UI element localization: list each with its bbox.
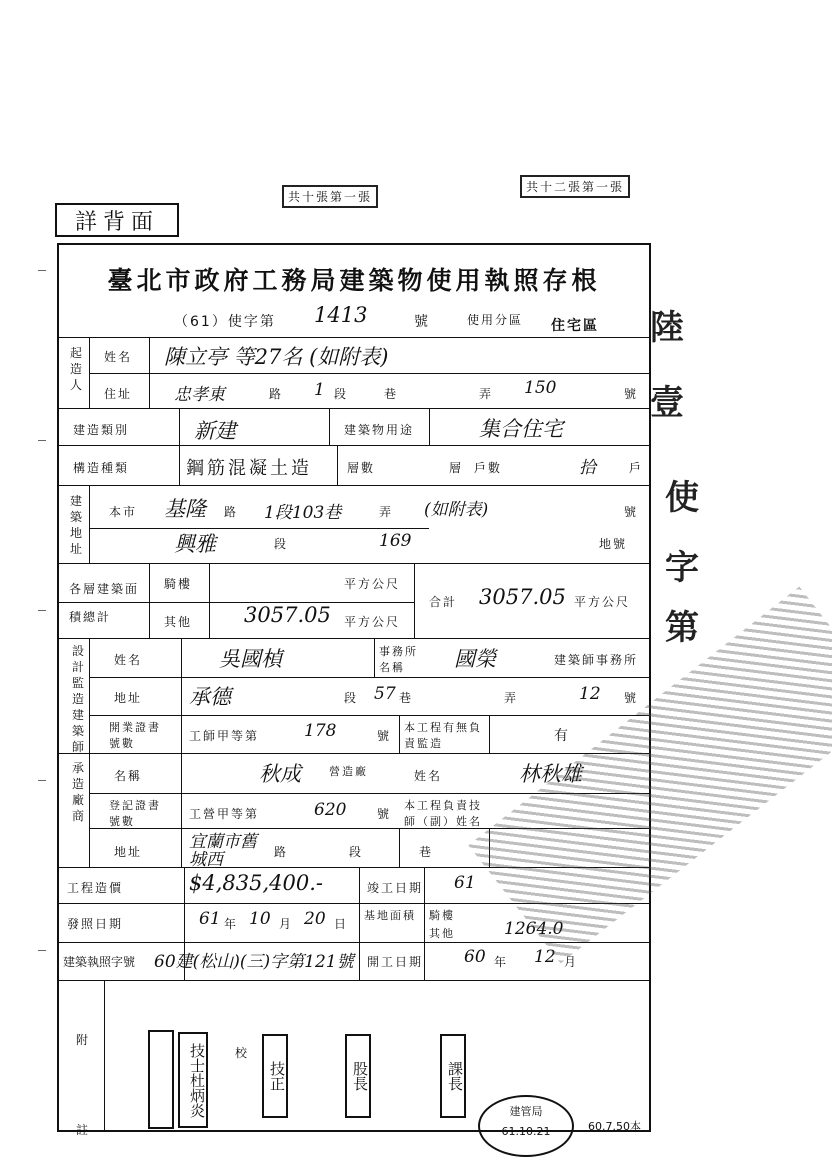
approval-seal-engineer: 技正 <box>262 1034 288 1118</box>
contractor-address-lane: 巷 <box>419 845 434 859</box>
start-date-label: 開工日期 <box>367 955 424 969</box>
permit-label: 建築執照字號 <box>63 955 136 969</box>
applicant-address-street: 忠孝東 <box>174 385 225 405</box>
location-note: (如附表) <box>424 500 489 520</box>
applicant-address-duan: 段 <box>334 387 349 401</box>
form-title: 臺北市政府工務局建築物使用執照存根 <box>107 266 601 295</box>
office-suffix: 建築師事務所 <box>554 653 639 667</box>
applicant-name-label: 姓名 <box>104 350 133 364</box>
architect-license-prefix: 工師甲等第 <box>189 729 260 743</box>
other-area-value: 3057.05 <box>244 603 331 627</box>
base-arcade-label: 騎樓 <box>429 909 455 922</box>
side-char: 陸 <box>650 308 684 348</box>
floors-unit: 層 <box>449 461 464 475</box>
license-form <box>57 243 651 1137</box>
print-run-note: 60.7.50本 <box>588 1120 641 1133</box>
supervise-label: 本工程有無負責監造 <box>404 721 482 750</box>
side-char: 使 <box>665 478 699 518</box>
contractor-address-value: 宜蘭市舊城西 <box>189 832 257 870</box>
contractor-address-duan: 段 <box>349 845 364 859</box>
page-count-stamp-center: 共十張第一張 <box>282 185 378 208</box>
architect-address-label: 地址 <box>114 691 143 705</box>
architect-address-hao: 號 <box>624 691 639 705</box>
applicant-address-alley: 弄 <box>479 387 494 401</box>
architect-group-label: 設計監造建築師 <box>71 644 84 754</box>
side-char: 字 <box>665 548 699 588</box>
contractor-group-label: 承造廠商 <box>71 761 84 823</box>
completion-label: 竣工日期 <box>367 881 424 895</box>
location-group-label: 建築地址 <box>69 494 82 556</box>
issue-month: 10 <box>249 909 271 929</box>
floors-label: 層數 <box>347 461 376 475</box>
architect-license-label: 開業證書號數 <box>109 721 161 750</box>
households-label: 戶數 <box>474 461 503 475</box>
architect-address-lane-no: 57 <box>374 684 396 704</box>
base-area-label: 基地面積 <box>364 909 416 922</box>
contractor-person-label: 姓名 <box>414 769 443 783</box>
architect-address-road: 承德 <box>189 685 231 709</box>
building-use-label: 建築物用途 <box>344 423 415 437</box>
start-year: 60 <box>464 947 486 967</box>
start-year-unit: 年 <box>494 955 509 969</box>
contractor-license-hao: 號 <box>377 807 392 821</box>
architect-address-no: 12 <box>579 684 601 704</box>
total-area-unit: 平方公尺 <box>574 595 631 609</box>
applicant-address-road: 路 <box>269 387 284 401</box>
page-count-stamp-right: 共十二張第一張 <box>520 175 630 198</box>
contractor-tech-label: 本工程負責技師（副）姓名 <box>404 799 482 828</box>
base-other-label: 其他 <box>429 927 455 940</box>
applicant-address-label: 住址 <box>104 387 133 401</box>
notes-label: 附註 <box>75 1033 88 1137</box>
arcade-label: 騎樓 <box>164 577 193 591</box>
architect-license-no: 178 <box>304 721 337 741</box>
side-char: 第 <box>665 608 699 648</box>
office-label: 事務所名稱 <box>379 645 418 674</box>
see-reverse-label: 詳背面 <box>55 203 179 237</box>
location-road-unit: 路 <box>224 505 239 519</box>
contractor-name-suffix: 營造廠 <box>329 765 368 778</box>
applicant-address-no: 150 <box>524 378 557 398</box>
margin-tick <box>38 950 46 951</box>
location-duan: 1段103巷 <box>264 503 342 523</box>
office-value: 國榮 <box>454 647 496 671</box>
architect-name-value: 吳國楨 <box>219 647 282 671</box>
start-month: 12 <box>534 947 556 967</box>
issue-year: 61 <box>199 909 221 929</box>
date-stamp-office: 建管局 <box>509 1105 543 1118</box>
households-unit: 戶 <box>629 461 644 475</box>
start-month-unit: 月 <box>564 955 579 969</box>
side-char: 壹 <box>650 383 684 423</box>
applicant-address-duan-num: 1 <box>314 380 325 400</box>
location-lot: 169 <box>379 531 412 551</box>
margin-tick <box>38 780 46 781</box>
structure-value: 鋼筋混凝土造 <box>186 458 312 479</box>
issue-year-unit: 年 <box>224 917 239 931</box>
location-section: 興雅 <box>174 532 216 556</box>
structure-label: 構造種類 <box>73 461 130 475</box>
margin-tick <box>38 270 46 271</box>
architect-name-label: 姓名 <box>114 653 143 667</box>
arcade-unit: 平方公尺 <box>344 577 401 591</box>
zone-label: 使用分區 <box>467 313 524 327</box>
zone-value: 住宅區 <box>551 318 599 334</box>
contractor-license-label: 登記證書號數 <box>109 799 161 828</box>
location-alley: 弄 <box>379 505 394 519</box>
completion-value: 61 <box>454 873 476 893</box>
other-area-label: 其他 <box>164 615 193 629</box>
issue-day: 20 <box>304 909 326 929</box>
applicant-address-lane: 巷 <box>384 387 399 401</box>
contractor-address-label: 地址 <box>114 845 143 859</box>
location-lot-unit: 地號 <box>599 537 628 551</box>
license-prefix: （61）使字第 <box>174 314 276 330</box>
contractor-address-road: 路 <box>274 845 289 859</box>
total-area-label: 合計 <box>429 595 458 609</box>
cost-value: $4,835,400.- <box>189 871 324 895</box>
issue-date-label: 發照日期 <box>67 917 124 931</box>
approval-seal-technician: 技士杜炳炎 <box>178 1032 208 1128</box>
applicant-group-label: 起造人 <box>69 346 82 392</box>
households-value: 拾 <box>579 458 596 478</box>
issue-month-unit: 月 <box>279 917 294 931</box>
contractor-license-no: 620 <box>314 800 347 820</box>
license-suffix: 號 <box>414 314 430 330</box>
approval-seal-division-chief: 課長 <box>440 1034 466 1118</box>
issue-day-unit: 日 <box>334 917 349 931</box>
approval-seal <box>148 1030 174 1129</box>
approval-seal-section-chief: 股長 <box>345 1034 371 1118</box>
building-type-value: 新建 <box>194 419 236 443</box>
building-use-value: 集合住宅 <box>479 417 563 441</box>
total-area-value: 3057.05 <box>479 585 566 609</box>
cost-label: 工程造價 <box>67 881 124 895</box>
applicant-address-hao: 號 <box>624 387 639 401</box>
contractor-person-value: 林秋雄 <box>519 762 582 786</box>
permit-value: 60建(松山)(三)字第121號 <box>154 952 354 972</box>
location-road: 基隆 <box>164 497 206 521</box>
location-section-unit: 段 <box>274 537 289 551</box>
architect-address-duan: 段 <box>344 691 359 705</box>
architect-address-alley: 弄 <box>504 691 519 705</box>
date-stamp-date: 61.10.21 <box>501 1125 551 1138</box>
architect-license-hao: 號 <box>377 729 392 743</box>
location-city: 本市 <box>109 505 138 519</box>
date-stamp <box>478 1095 574 1157</box>
base-area-value: 1264.0 <box>504 919 564 939</box>
architect-address-lane: 巷 <box>399 691 414 705</box>
building-type-label: 建造類別 <box>73 423 130 437</box>
other-area-unit: 平方公尺 <box>344 615 401 629</box>
margin-tick <box>38 610 46 611</box>
supervise-value: 有 <box>554 728 570 744</box>
margin-tick <box>38 440 46 441</box>
floor-area-label: 各層建築面積總計 <box>69 582 140 624</box>
applicant-name-value: 陳立亭 等27名 (如附表) <box>164 345 389 369</box>
license-number: 1413 <box>314 303 368 327</box>
contractor-license-prefix: 工營甲等第 <box>189 807 260 821</box>
contractor-name-value: 秋成 <box>259 762 301 786</box>
location-hao: 號 <box>624 505 639 519</box>
approval-seal-check: 校 <box>235 1046 250 1060</box>
contractor-name-label: 名稱 <box>114 769 143 783</box>
